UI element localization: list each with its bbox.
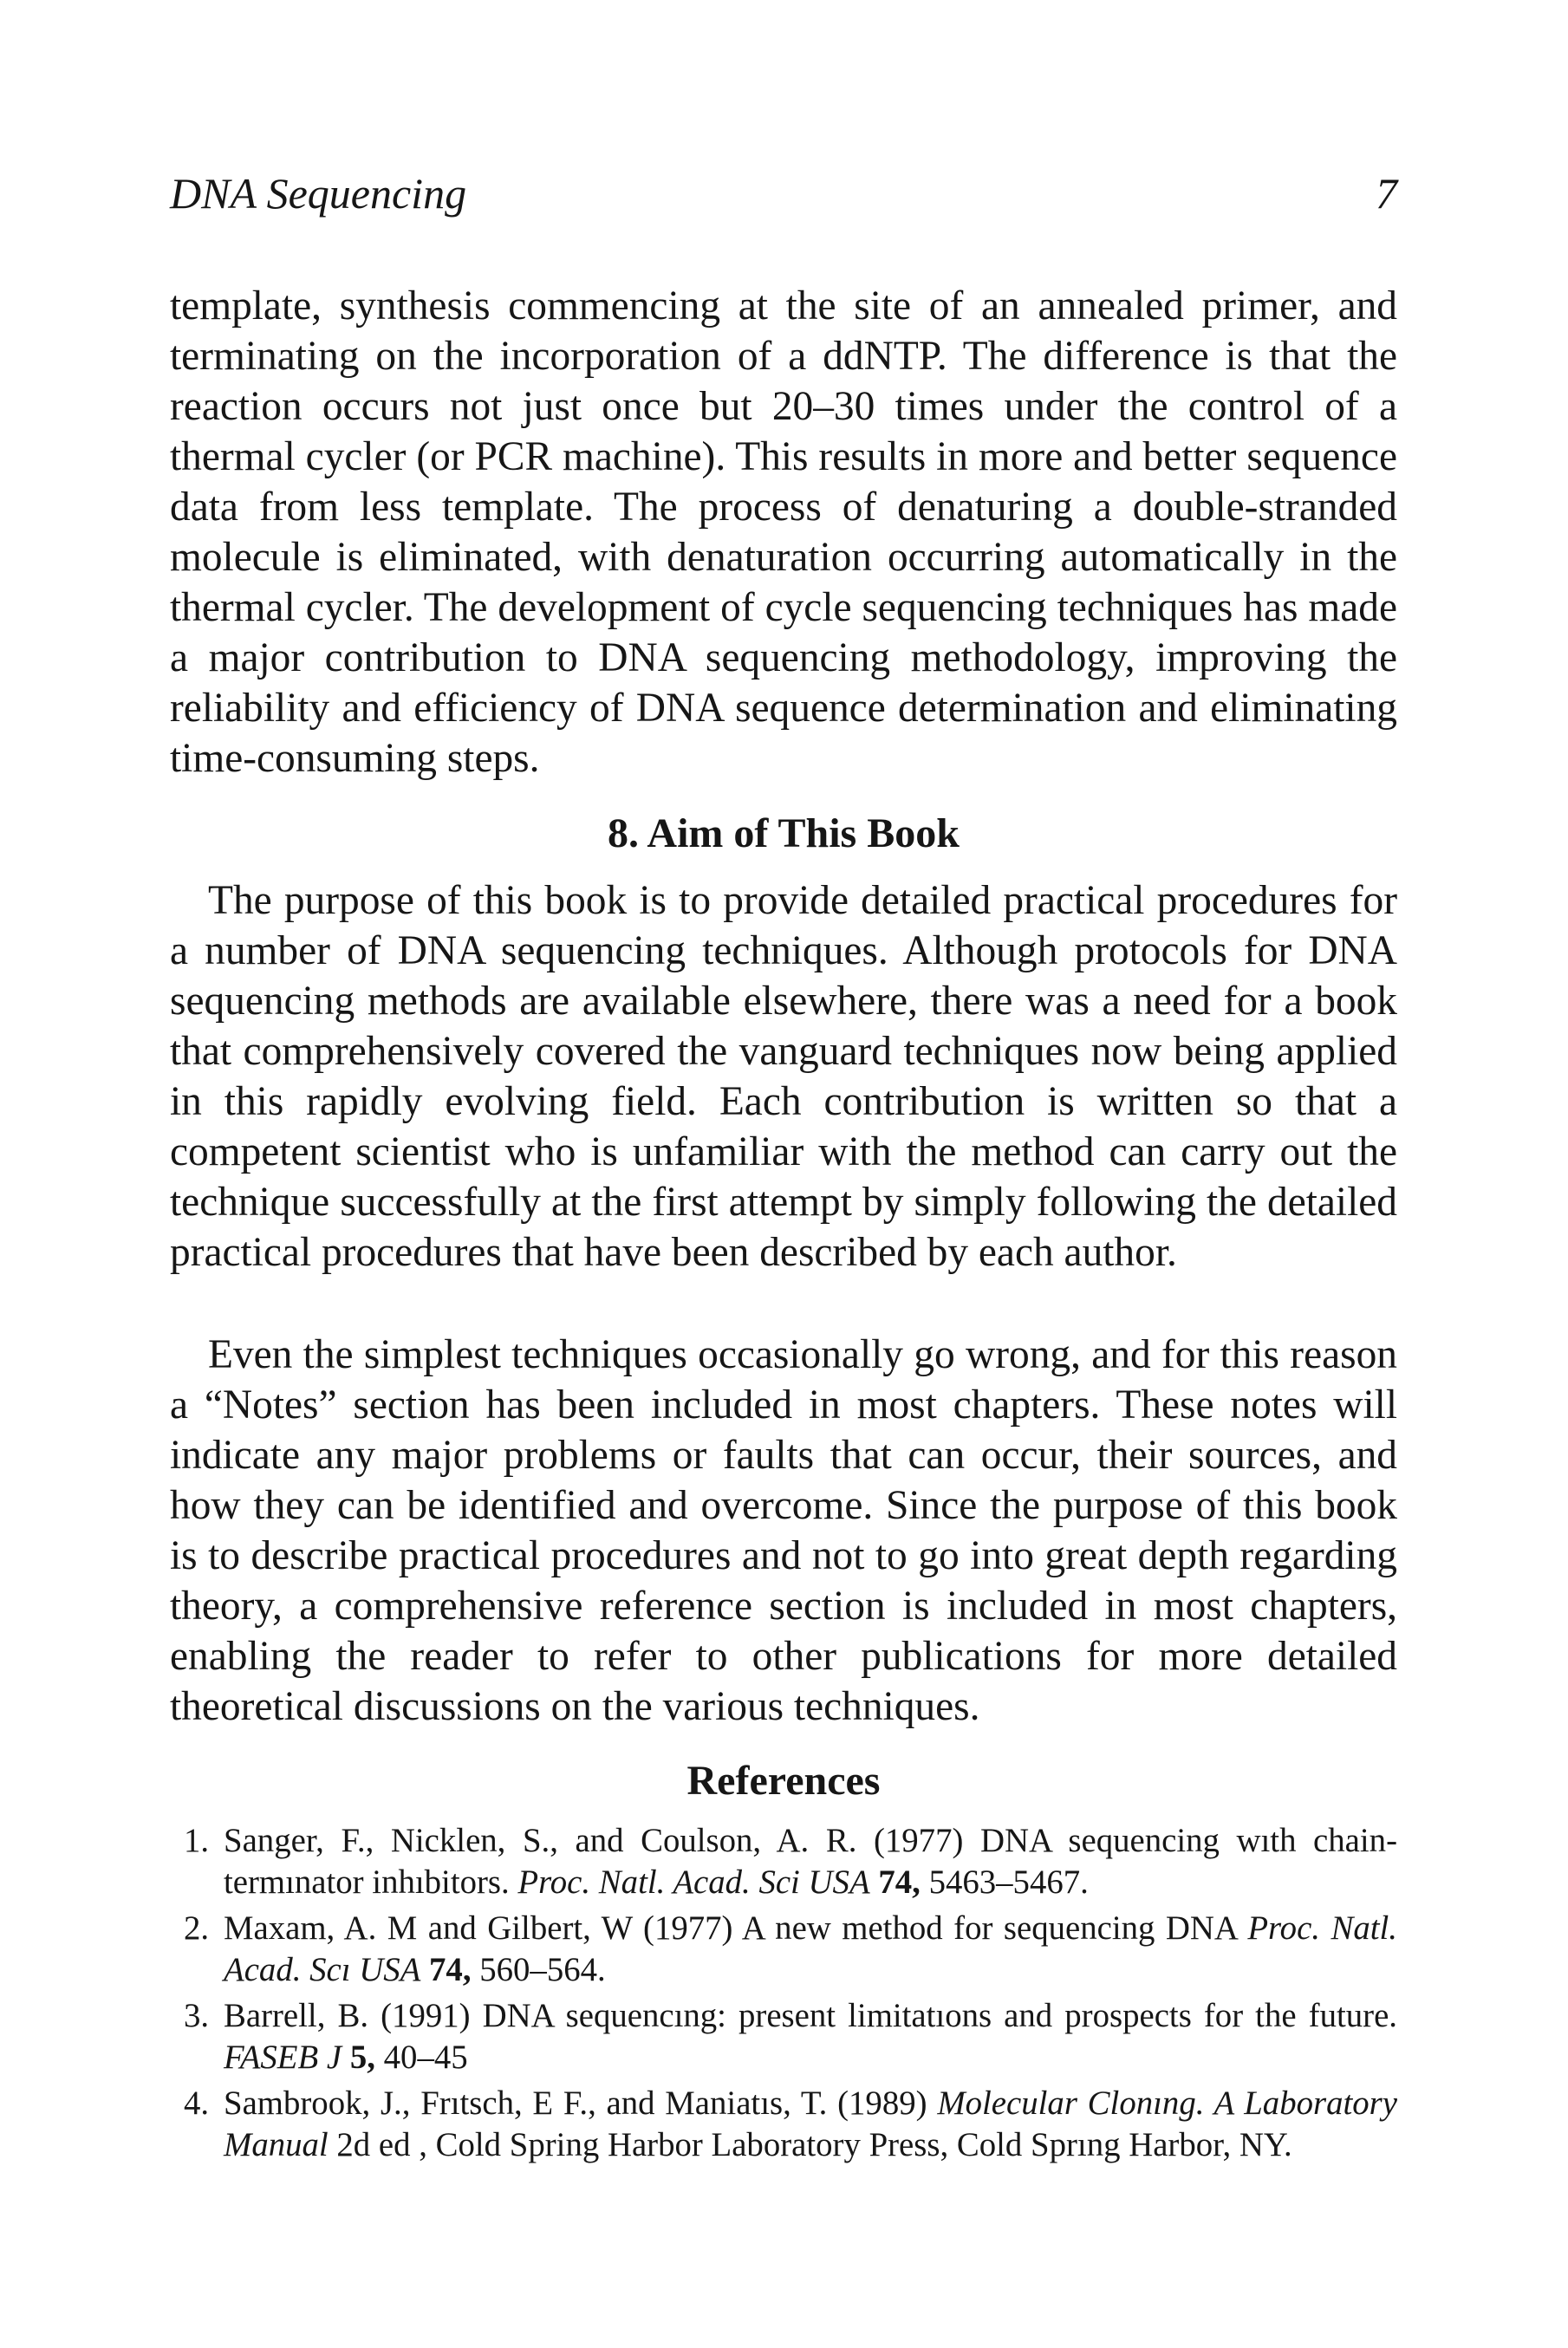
section-heading-aim: 8. Aim of This Book	[608, 810, 960, 856]
reference-volume: 74,	[878, 1863, 921, 1901]
reference-number: 4.	[184, 2085, 210, 2122]
reference-pages: 40–45	[383, 2039, 468, 2076]
reference-pages: 5463–5467.	[928, 1863, 1089, 1901]
reference-pages: 560–564.	[479, 1951, 606, 1988]
reference-item	[184, 1820, 1397, 1903]
running-title: DNA Sequencing	[170, 169, 467, 218]
reference-volume: 5,	[349, 2039, 375, 2076]
reference-number: 2.	[184, 1909, 210, 1947]
reference-journal: FASEB J	[224, 2039, 342, 2076]
reference-authors: Barrell, B. (1991) DNA sequencıng: present limitatıons and prospects for the future.	[224, 1997, 1397, 2034]
reference-authors: Sanger, F., Nicklen, S., and Coulson, A. R. (1977) DNA sequencing wıth chain-termınator inhıbitors.	[224, 1822, 1397, 1901]
reference-authors: Sambrook, J., Frıtsch, E F., and Maniatıs, T. (1989)	[224, 2085, 927, 2122]
reference-authors: Maxam, A. M and Gilbert, W (1977) A new method for sequencing DNA	[224, 1909, 1237, 1947]
body-paragraph-continuation: template, synthesis commencing at the site of an annealed primer, and terminating on the incorporation of a ddNTP. The difference is that the reaction occurs not just once but 20–30 times under the control of a thermal cycler (or PCR machine). This results in more and better sequence data from less template. The process of denaturing a double-stranded molecule is eliminated, with denaturation occurring automatically in the thermal cycler. The development of cycle sequencing techniques has made a major contribution to DNA sequencing methodology, improving the reliability and efficiency of DNA sequence determination and eliminating time-consuming steps.	[170, 283, 1397, 781]
reference-number: 1.	[184, 1822, 210, 1859]
reference-item	[184, 1908, 1397, 1991]
body-paragraph-notes: Even the simplest techniques occasionally go wrong, and for this reason a “Notes” section has been included in most chapters. These notes will indicate any major problems or faults that can occur, their sources, and how they can be identified and overcome. Since the purpose of this book is to describe practical procedures and not to go into great depth regarding theory, a comprehensive reference section is included in most chapters, enabling the reader to refer to other publications for more detailed theoretical discussions on the various techniques.	[170, 1332, 1397, 1729]
reference-number: 3.	[184, 1997, 210, 2034]
reference-list	[184, 1820, 1397, 2170]
references-heading: References	[686, 1758, 881, 1804]
reference-journal: Proc. Natl. Acad. Scı USA	[224, 1909, 1398, 1988]
reference-item	[184, 2083, 1397, 2166]
reference-book-title: Molecular Clonıng. A Laboratory Manual	[224, 2085, 1397, 2163]
page-number: 7	[1376, 169, 1397, 218]
reference-item	[184, 1995, 1397, 2078]
body-paragraph-purpose: The purpose of this book is to provide detailed practical procedures for a number of DNA sequencing techniques. Although protocols for DNA sequencing methods are available elsewhere, there was a need for a book that comprehensively covered the vanguard techniques now being applied in this rapidly evolving field. Each contribution is written so that a competent scientist who is unfamiliar with the method can carry out the technique successfully at the first attempt by simply following the detailed practical procedures that have been described by each author.	[170, 878, 1397, 1275]
reference-journal: Proc. Natl. Acad. Sci USA	[517, 1863, 870, 1901]
running-head	[170, 163, 1397, 232]
reference-volume: 74,	[429, 1951, 472, 1988]
reference-publisher: 2d ed , Cold Spring Harbor Laboratory Press, Cold Sprıng Harbor, NY.	[336, 2126, 1292, 2163]
